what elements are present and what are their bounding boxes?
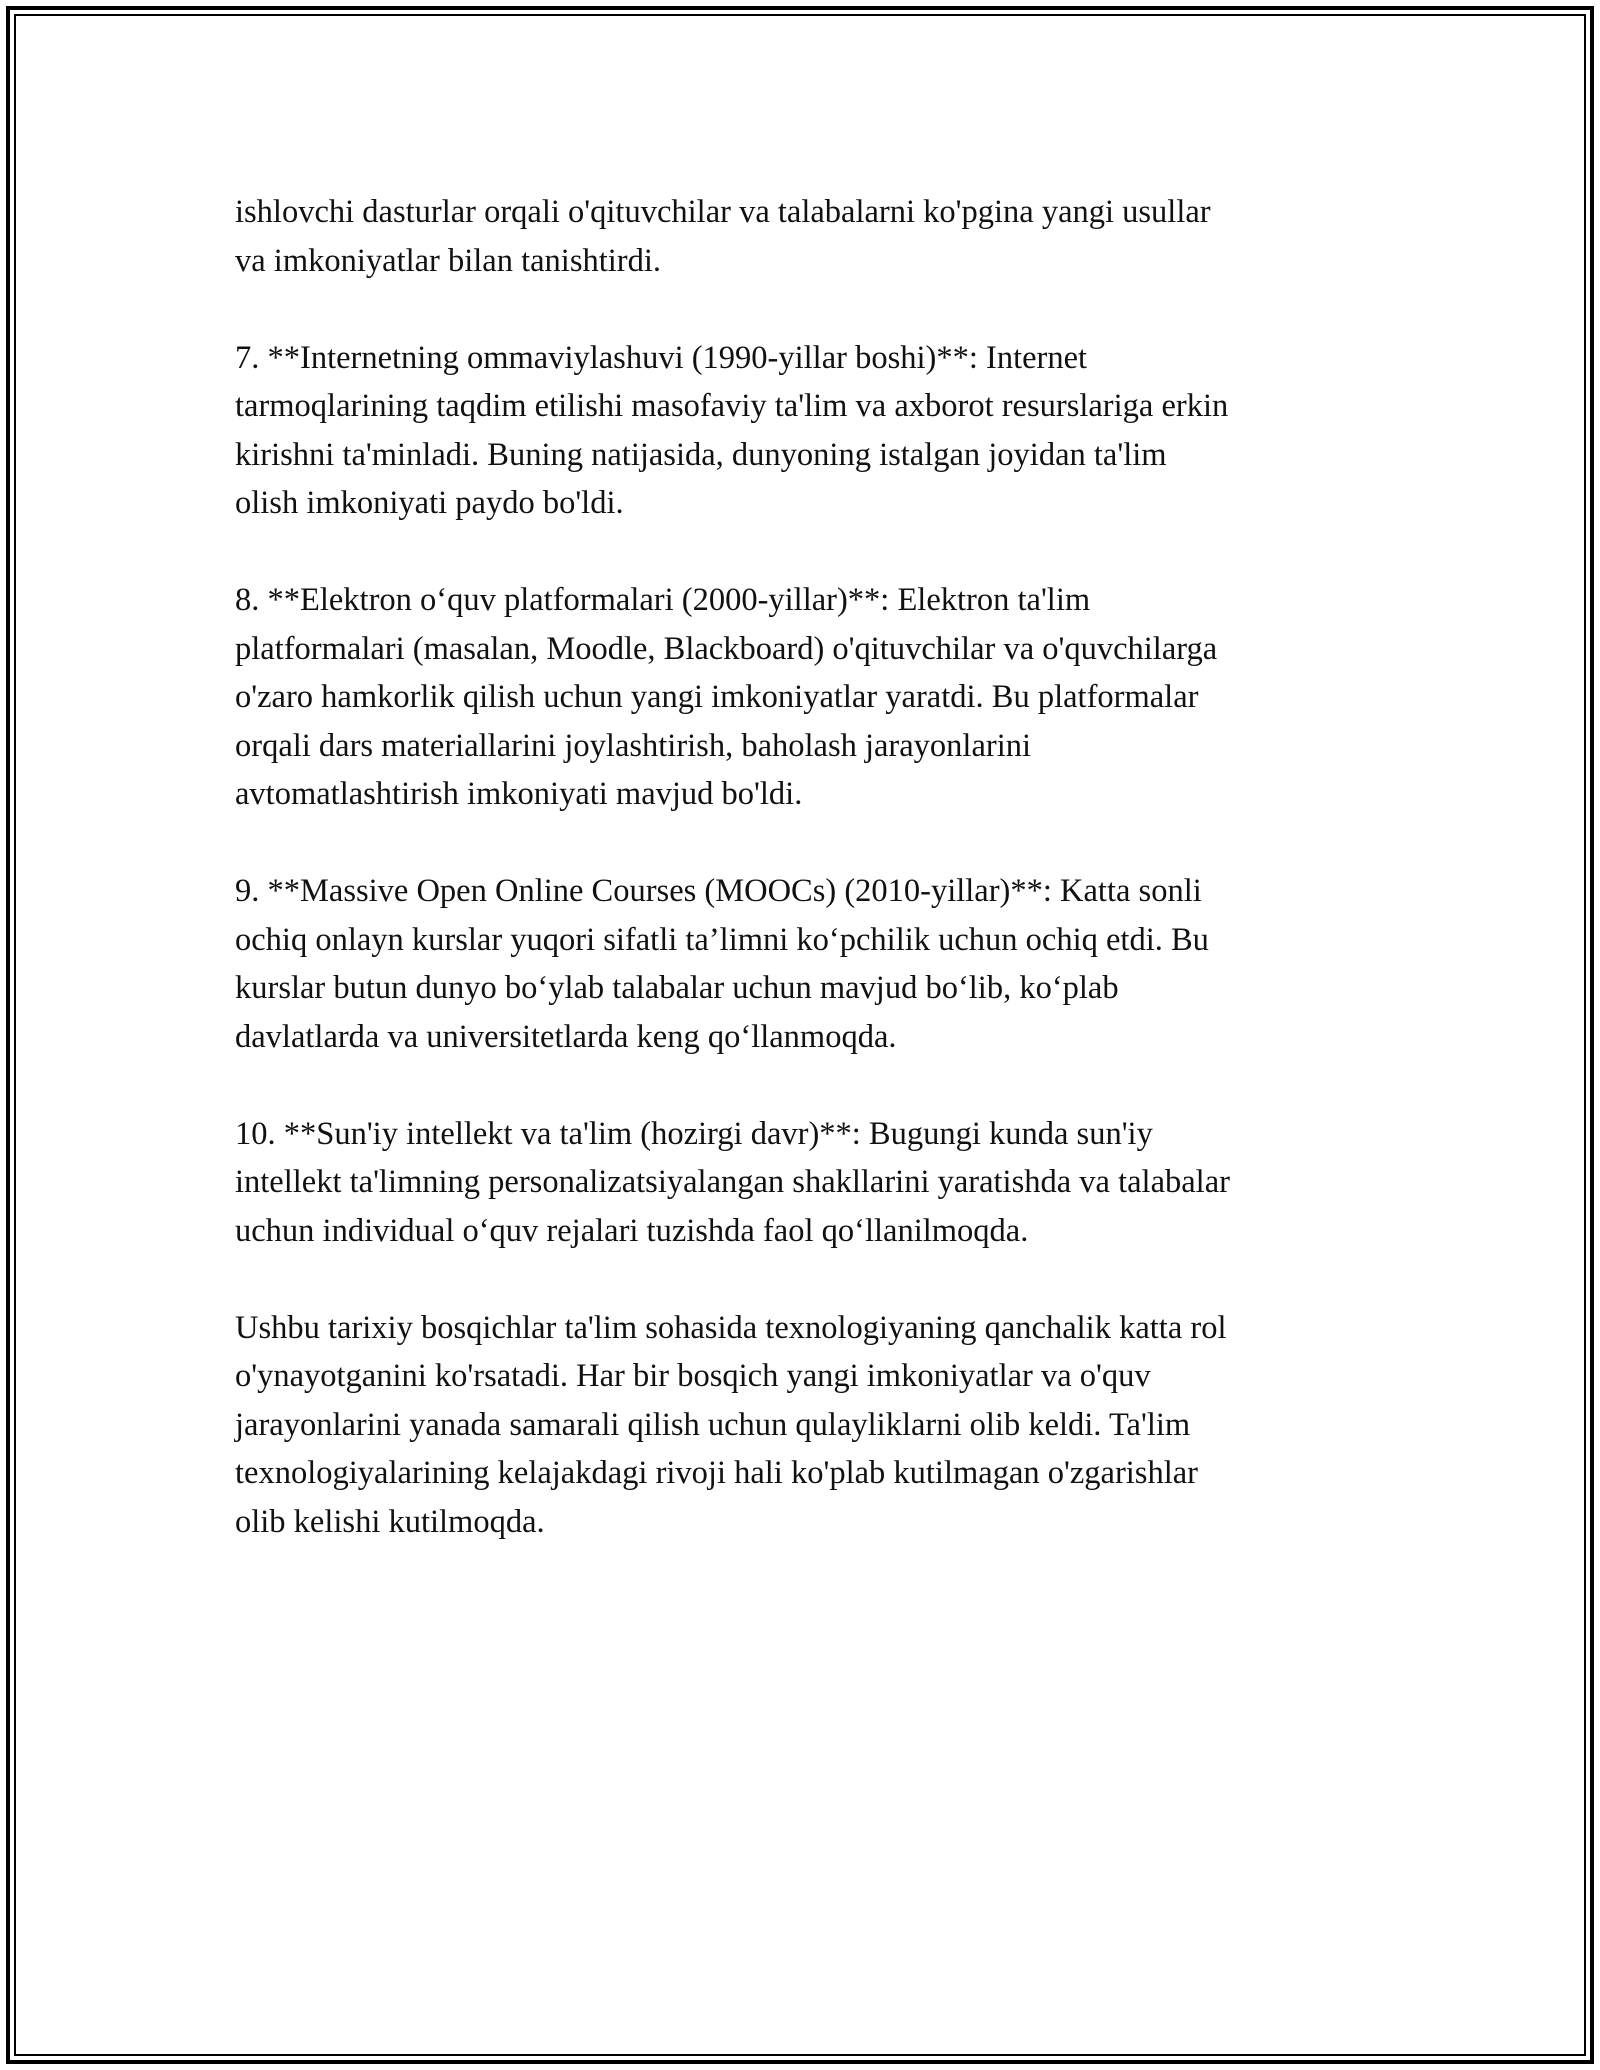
paragraph-item-10: 10. **Sun'iy intellekt va ta'lim (hozirgi davr)**: Bugungi kunda sun'iy intellekt ta'limning personalizatsiyalangan shakllarini yaratishda va talabalar uchun individual o‘quv rejalari tuzishda faol qo‘llanilmoqda. bbox=[235, 1115, 1230, 1249]
paragraph-conclusion: Ushbu tarixiy bosqichlar ta'lim sohasida texnologiyaning qanchalik katta rol o'ynayotganini ko'rsatadi. Har bir bosqich yangi imkoniyatlar va o'quv jarayonlarini yanada samarali qilish uchun qulayliklarni olib keldi. Ta'lim texnologiyalarining kelajakdagi rivoji hali ko'plab kutilmagan o'zgarishlar olib kelishi kutilmoqda. bbox=[235, 1309, 1227, 1540]
document-body bbox=[235, 188, 1375, 1546]
paragraph-item-9: 9. **Massive Open Online Courses (MOOCs) (2010-yillar)**: Katta sonli ochiq onlayn kurslar yuqori sifatli ta’limni ko‘pchilik uchun ochiq etdi. Bu kurslar butun dunyo bo‘ylab talabalar uchun mavjud bo‘lib, ko‘plab davlatlarda va universitetlarda keng qo‘llanmoqda. bbox=[235, 873, 1209, 1055]
paragraph-item-8: 8. **Elektron o‘quv platformalari (2000-yillar)**: Elektron ta'lim platformalari (masalan, Moodle, Blackboard) o'qituvchilar va o'quvchilarga o'zaro hamkorlik qilish uchun yangi imkoniyatlar yaratdi. Bu platformalar orqali dars materiallarini joylashtirish, baholash jarayonlarini avtomatlashtirish imkoniyati mavjud bo'ldi. bbox=[235, 582, 1218, 812]
paragraph-item-7: 7. **Internetning ommaviylashuvi (1990-yillar boshi)**: Internet tarmoqlarining taqdim etilishi masofaviy ta'lim va axborot resurslariga erkin kirishni ta'minladi. Buning natijasida, dunyoning istalgan joyidan ta'lim olish imkoniyati paydo bo'ldi. bbox=[235, 339, 1229, 521]
paragraph-continuation: ishlovchi dasturlar orqali o'qituvchilar va talabalarni ko'pgina yangi usullar va imkoniyatlar bilan tanishtirdi. bbox=[235, 194, 1211, 279]
